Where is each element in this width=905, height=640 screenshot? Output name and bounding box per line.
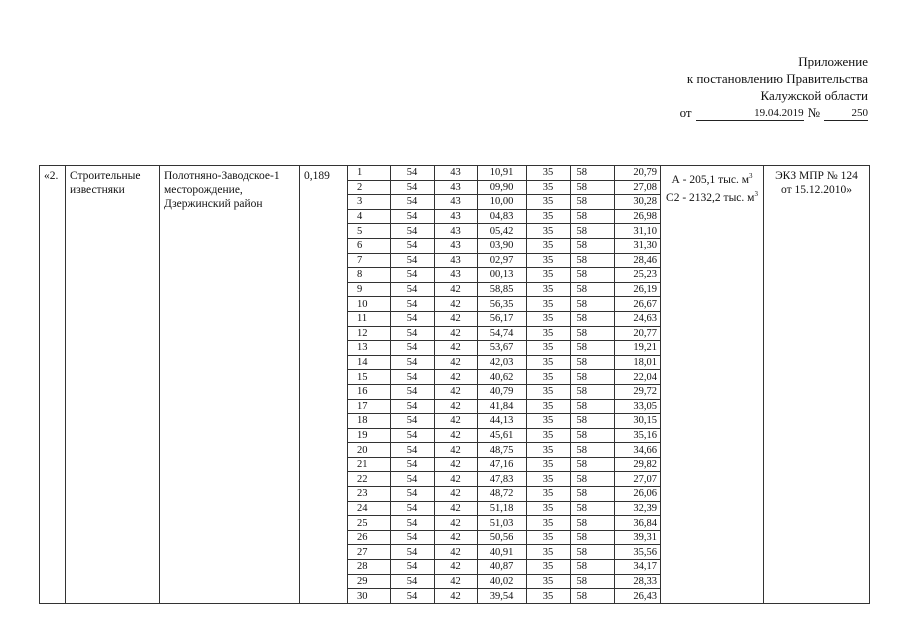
- lat-degrees: 54: [390, 224, 434, 239]
- lon-seconds: 26,98: [614, 209, 661, 224]
- lon-minutes: 58: [570, 297, 614, 312]
- lon-seconds: 24,63: [614, 311, 661, 326]
- lon-degrees: 35: [526, 399, 570, 414]
- lon-minutes: 58: [570, 501, 614, 516]
- lat-minutes: 43: [434, 224, 477, 239]
- lon-seconds: 29,82: [614, 457, 661, 472]
- lon-seconds: 26,43: [614, 589, 661, 603]
- lat-degrees: 54: [390, 574, 434, 589]
- lat-seconds: 10,91: [477, 166, 526, 180]
- lon-seconds: 35,56: [614, 545, 661, 560]
- lat-minutes: 42: [434, 326, 477, 341]
- lat-degrees: 54: [390, 414, 434, 429]
- protocol-cell: [764, 166, 870, 604]
- lat-minutes: 42: [434, 384, 477, 399]
- lat-minutes: 42: [434, 574, 477, 589]
- lon-degrees: 35: [526, 195, 570, 210]
- lat-seconds: 44,13: [477, 414, 526, 429]
- lon-minutes: 58: [570, 530, 614, 545]
- point-number: 19: [348, 428, 390, 443]
- lon-minutes: 58: [570, 589, 614, 603]
- lon-minutes: 58: [570, 574, 614, 589]
- point-number: 17: [348, 399, 390, 414]
- lon-seconds: 33,05: [614, 399, 661, 414]
- lon-minutes: 58: [570, 545, 614, 560]
- lon-seconds: 26,19: [614, 282, 661, 297]
- lat-degrees: 54: [390, 238, 434, 253]
- coordinate-row: [348, 399, 661, 414]
- lon-minutes: 58: [570, 209, 614, 224]
- lon-minutes: 58: [570, 414, 614, 429]
- lat-seconds: 03,90: [477, 238, 526, 253]
- point-number: 5: [348, 224, 390, 239]
- lat-degrees: 54: [390, 311, 434, 326]
- lon-degrees: 35: [526, 238, 570, 253]
- point-number: 3: [348, 195, 390, 210]
- coordinate-row: [348, 574, 661, 589]
- lon-seconds: 28,46: [614, 253, 661, 268]
- lon-seconds: 25,23: [614, 268, 661, 283]
- lat-seconds: 47,83: [477, 472, 526, 487]
- lat-degrees: 54: [390, 457, 434, 472]
- reserves-a: А - 205,1 тыс. $м^3$: [671, 172, 753, 186]
- point-number: 27: [348, 545, 390, 560]
- reserves-c2: С2 - 2132,2 тыс. $м^3$: [666, 189, 758, 204]
- coordinate-row: [348, 560, 661, 575]
- lat-seconds: 40,02: [477, 574, 526, 589]
- lat-degrees: 54: [390, 516, 434, 531]
- lat-minutes: 42: [434, 297, 477, 312]
- lon-minutes: 58: [570, 238, 614, 253]
- coordinate-row: [348, 253, 661, 268]
- lat-minutes: 43: [434, 195, 477, 210]
- lon-seconds: 34,17: [614, 560, 661, 575]
- coordinates-cell: [348, 166, 661, 604]
- reserves-cell: [661, 166, 764, 604]
- lat-degrees: 54: [390, 487, 434, 502]
- lat-degrees: 54: [390, 370, 434, 385]
- lon-seconds: 27,07: [614, 472, 661, 487]
- lat-degrees: 54: [390, 166, 434, 180]
- lat-seconds: 00,13: [477, 268, 526, 283]
- lat-minutes: 42: [434, 589, 477, 603]
- lat-degrees: 54: [390, 180, 434, 195]
- lat-minutes: 42: [434, 545, 477, 560]
- lon-degrees: 35: [526, 457, 570, 472]
- lon-degrees: 35: [526, 530, 570, 545]
- lat-degrees: 54: [390, 530, 434, 545]
- lon-degrees: 35: [526, 589, 570, 603]
- coordinate-row: [348, 384, 661, 399]
- coordinate-row: [348, 195, 661, 210]
- header-date-line: [680, 104, 868, 121]
- lat-minutes: 43: [434, 253, 477, 268]
- point-number: 21: [348, 457, 390, 472]
- lon-degrees: 35: [526, 487, 570, 502]
- lat-minutes: 43: [434, 268, 477, 283]
- point-number: 14: [348, 355, 390, 370]
- lat-degrees: 54: [390, 384, 434, 399]
- lon-minutes: 58: [570, 516, 614, 531]
- lat-seconds: 40,79: [477, 384, 526, 399]
- table-row: [40, 166, 870, 604]
- point-number: 1: [348, 166, 390, 180]
- lon-degrees: 35: [526, 545, 570, 560]
- lat-minutes: 42: [434, 282, 477, 297]
- lat-minutes: 43: [434, 209, 477, 224]
- lat-degrees: 54: [390, 268, 434, 283]
- lat-minutes: 42: [434, 428, 477, 443]
- coordinates-table: [348, 166, 661, 603]
- coordinate-row: [348, 355, 661, 370]
- lat-seconds: 41,84: [477, 399, 526, 414]
- point-number: 29: [348, 574, 390, 589]
- lat-minutes: 42: [434, 311, 477, 326]
- coordinate-row: [348, 326, 661, 341]
- lat-seconds: 02,97: [477, 253, 526, 268]
- point-number: 11: [348, 311, 390, 326]
- lon-minutes: 58: [570, 428, 614, 443]
- header-region: Калужской области: [760, 88, 868, 103]
- lat-minutes: 42: [434, 560, 477, 575]
- coordinate-row: [348, 268, 661, 283]
- coordinate-row: [348, 472, 661, 487]
- lon-minutes: 58: [570, 355, 614, 370]
- coordinate-row: [348, 180, 661, 195]
- lat-degrees: 54: [390, 545, 434, 560]
- lat-degrees: 54: [390, 297, 434, 312]
- lat-minutes: 42: [434, 341, 477, 356]
- mineral-type: Строительные известняки: [66, 166, 160, 604]
- lat-degrees: 54: [390, 195, 434, 210]
- lon-minutes: 58: [570, 180, 614, 195]
- lat-minutes: 42: [434, 443, 477, 458]
- point-number: 2: [348, 180, 390, 195]
- coordinate-row: [348, 370, 661, 385]
- point-number: 7: [348, 253, 390, 268]
- lat-degrees: 54: [390, 399, 434, 414]
- lon-seconds: 19,21: [614, 341, 661, 356]
- lon-seconds: 28,33: [614, 574, 661, 589]
- lat-seconds: 54,74: [477, 326, 526, 341]
- lon-seconds: 31,30: [614, 238, 661, 253]
- lon-minutes: 58: [570, 224, 614, 239]
- point-number: 18: [348, 414, 390, 429]
- lon-minutes: 58: [570, 311, 614, 326]
- lon-minutes: 58: [570, 166, 614, 180]
- lat-seconds: 40,87: [477, 560, 526, 575]
- lat-seconds: 51,03: [477, 516, 526, 531]
- lon-minutes: 58: [570, 282, 614, 297]
- lon-minutes: 58: [570, 268, 614, 283]
- lat-seconds: 10,00: [477, 195, 526, 210]
- lon-degrees: 35: [526, 268, 570, 283]
- deposit-name: Полотняно-Заводское-1 месторождение, Дзержинский район: [160, 166, 300, 604]
- lon-degrees: 35: [526, 282, 570, 297]
- lon-degrees: 35: [526, 297, 570, 312]
- lon-degrees: 35: [526, 224, 570, 239]
- lat-minutes: 42: [434, 530, 477, 545]
- lon-seconds: 26,67: [614, 297, 661, 312]
- lat-seconds: 40,62: [477, 370, 526, 385]
- protocol-date: от 15.12.2010»: [781, 184, 852, 196]
- lon-degrees: 35: [526, 166, 570, 180]
- resolution-date: 19.04.2019: [696, 107, 804, 121]
- lon-degrees: 35: [526, 501, 570, 516]
- lon-minutes: 58: [570, 326, 614, 341]
- lat-seconds: 48,72: [477, 487, 526, 502]
- protocol-number: ЭКЗ МПР № 124: [775, 170, 858, 182]
- lon-seconds: 29,72: [614, 384, 661, 399]
- lon-minutes: 58: [570, 399, 614, 414]
- lat-minutes: 42: [434, 457, 477, 472]
- lat-degrees: 54: [390, 560, 434, 575]
- header-resolution: к постановлению Правительства: [686, 71, 868, 86]
- lon-degrees: 35: [526, 355, 570, 370]
- lon-degrees: 35: [526, 209, 570, 224]
- point-number: 15: [348, 370, 390, 385]
- lat-seconds: 56,35: [477, 297, 526, 312]
- coordinate-row: [348, 428, 661, 443]
- lat-seconds: 40,91: [477, 545, 526, 560]
- lon-degrees: 35: [526, 326, 570, 341]
- lon-minutes: 58: [570, 457, 614, 472]
- lat-minutes: 42: [434, 355, 477, 370]
- point-number: 16: [348, 384, 390, 399]
- lat-seconds: 39,54: [477, 589, 526, 603]
- lat-seconds: 09,90: [477, 180, 526, 195]
- lon-seconds: 36,84: [614, 516, 661, 531]
- lat-minutes: 42: [434, 472, 477, 487]
- lat-degrees: 54: [390, 472, 434, 487]
- lon-seconds: 18,01: [614, 355, 661, 370]
- lon-degrees: 35: [526, 574, 570, 589]
- lat-minutes: 42: [434, 516, 477, 531]
- lon-seconds: 31,10: [614, 224, 661, 239]
- coordinate-row: [348, 297, 661, 312]
- coordinate-row: [348, 487, 661, 502]
- lat-seconds: 42,03: [477, 355, 526, 370]
- lat-seconds: 53,67: [477, 341, 526, 356]
- lat-degrees: 54: [390, 428, 434, 443]
- point-number: 25: [348, 516, 390, 531]
- coordinate-row: [348, 589, 661, 603]
- lat-degrees: 54: [390, 443, 434, 458]
- point-number: 13: [348, 341, 390, 356]
- lat-minutes: 43: [434, 180, 477, 195]
- deposits-table: [39, 165, 870, 604]
- point-number: 9: [348, 282, 390, 297]
- point-number: 24: [348, 501, 390, 516]
- lon-degrees: 35: [526, 384, 570, 399]
- lon-minutes: 58: [570, 472, 614, 487]
- coordinate-row: [348, 311, 661, 326]
- coordinate-row: [348, 545, 661, 560]
- resolution-number: 250: [824, 107, 868, 121]
- lat-degrees: 54: [390, 253, 434, 268]
- lon-minutes: 58: [570, 560, 614, 575]
- date-prefix: от: [679, 105, 692, 120]
- lat-minutes: 43: [434, 166, 477, 180]
- lon-degrees: 35: [526, 370, 570, 385]
- point-number: 4: [348, 209, 390, 224]
- lat-seconds: 48,75: [477, 443, 526, 458]
- point-number: 28: [348, 560, 390, 575]
- area-value: 0,189: [300, 166, 348, 604]
- lon-seconds: 32,39: [614, 501, 661, 516]
- lon-minutes: 58: [570, 384, 614, 399]
- point-number: 22: [348, 472, 390, 487]
- lat-degrees: 54: [390, 341, 434, 356]
- lat-minutes: 42: [434, 487, 477, 502]
- lon-seconds: 27,08: [614, 180, 661, 195]
- lat-seconds: 04,83: [477, 209, 526, 224]
- lon-degrees: 35: [526, 311, 570, 326]
- lat-seconds: 45,61: [477, 428, 526, 443]
- coordinate-row: [348, 457, 661, 472]
- coordinate-row: [348, 209, 661, 224]
- lat-seconds: 05,42: [477, 224, 526, 239]
- lat-seconds: 56,17: [477, 311, 526, 326]
- lon-degrees: 35: [526, 472, 570, 487]
- coordinate-row: [348, 282, 661, 297]
- lon-seconds: 39,31: [614, 530, 661, 545]
- lat-minutes: 42: [434, 370, 477, 385]
- coordinate-row: [348, 501, 661, 516]
- coordinate-row: [348, 166, 661, 180]
- lon-seconds: 30,28: [614, 195, 661, 210]
- point-number: 26: [348, 530, 390, 545]
- lat-degrees: 54: [390, 589, 434, 603]
- point-number: 10: [348, 297, 390, 312]
- point-number: 30: [348, 589, 390, 603]
- row-index: «2.: [40, 166, 66, 604]
- point-number: 8: [348, 268, 390, 283]
- coordinate-row: [348, 530, 661, 545]
- lat-minutes: 43: [434, 238, 477, 253]
- point-number: 20: [348, 443, 390, 458]
- lat-seconds: 47,16: [477, 457, 526, 472]
- lon-degrees: 35: [526, 414, 570, 429]
- lon-minutes: 58: [570, 253, 614, 268]
- lat-degrees: 54: [390, 355, 434, 370]
- point-number: 6: [348, 238, 390, 253]
- lat-minutes: 42: [434, 414, 477, 429]
- lat-seconds: 50,56: [477, 530, 526, 545]
- lon-seconds: 34,66: [614, 443, 661, 458]
- coordinate-row: [348, 516, 661, 531]
- coordinate-row: [348, 341, 661, 356]
- lon-degrees: 35: [526, 443, 570, 458]
- lat-seconds: 58,85: [477, 282, 526, 297]
- header-appendix: Приложение: [798, 54, 868, 69]
- lon-seconds: 30,15: [614, 414, 661, 429]
- lon-degrees: 35: [526, 341, 570, 356]
- lon-degrees: 35: [526, 516, 570, 531]
- lon-seconds: 35,16: [614, 428, 661, 443]
- lon-minutes: 58: [570, 370, 614, 385]
- number-sign: №: [807, 105, 820, 120]
- lon-minutes: 58: [570, 487, 614, 502]
- lon-degrees: 35: [526, 253, 570, 268]
- document-header: [680, 53, 868, 121]
- lat-degrees: 54: [390, 326, 434, 341]
- lon-seconds: 26,06: [614, 487, 661, 502]
- lon-degrees: 35: [526, 180, 570, 195]
- point-number: 12: [348, 326, 390, 341]
- lat-degrees: 54: [390, 209, 434, 224]
- coordinate-row: [348, 238, 661, 253]
- point-number: 23: [348, 487, 390, 502]
- lat-minutes: 42: [434, 399, 477, 414]
- coordinate-row: [348, 414, 661, 429]
- lat-degrees: 54: [390, 282, 434, 297]
- lat-degrees: 54: [390, 501, 434, 516]
- lon-seconds: 20,79: [614, 166, 661, 180]
- coordinate-row: [348, 224, 661, 239]
- lon-minutes: 58: [570, 443, 614, 458]
- lat-seconds: 51,18: [477, 501, 526, 516]
- lon-minutes: 58: [570, 195, 614, 210]
- lon-seconds: 22,04: [614, 370, 661, 385]
- coordinate-row: [348, 443, 661, 458]
- lat-minutes: 42: [434, 501, 477, 516]
- lon-minutes: 58: [570, 341, 614, 356]
- lon-degrees: 35: [526, 560, 570, 575]
- lon-seconds: 20,77: [614, 326, 661, 341]
- lon-degrees: 35: [526, 428, 570, 443]
